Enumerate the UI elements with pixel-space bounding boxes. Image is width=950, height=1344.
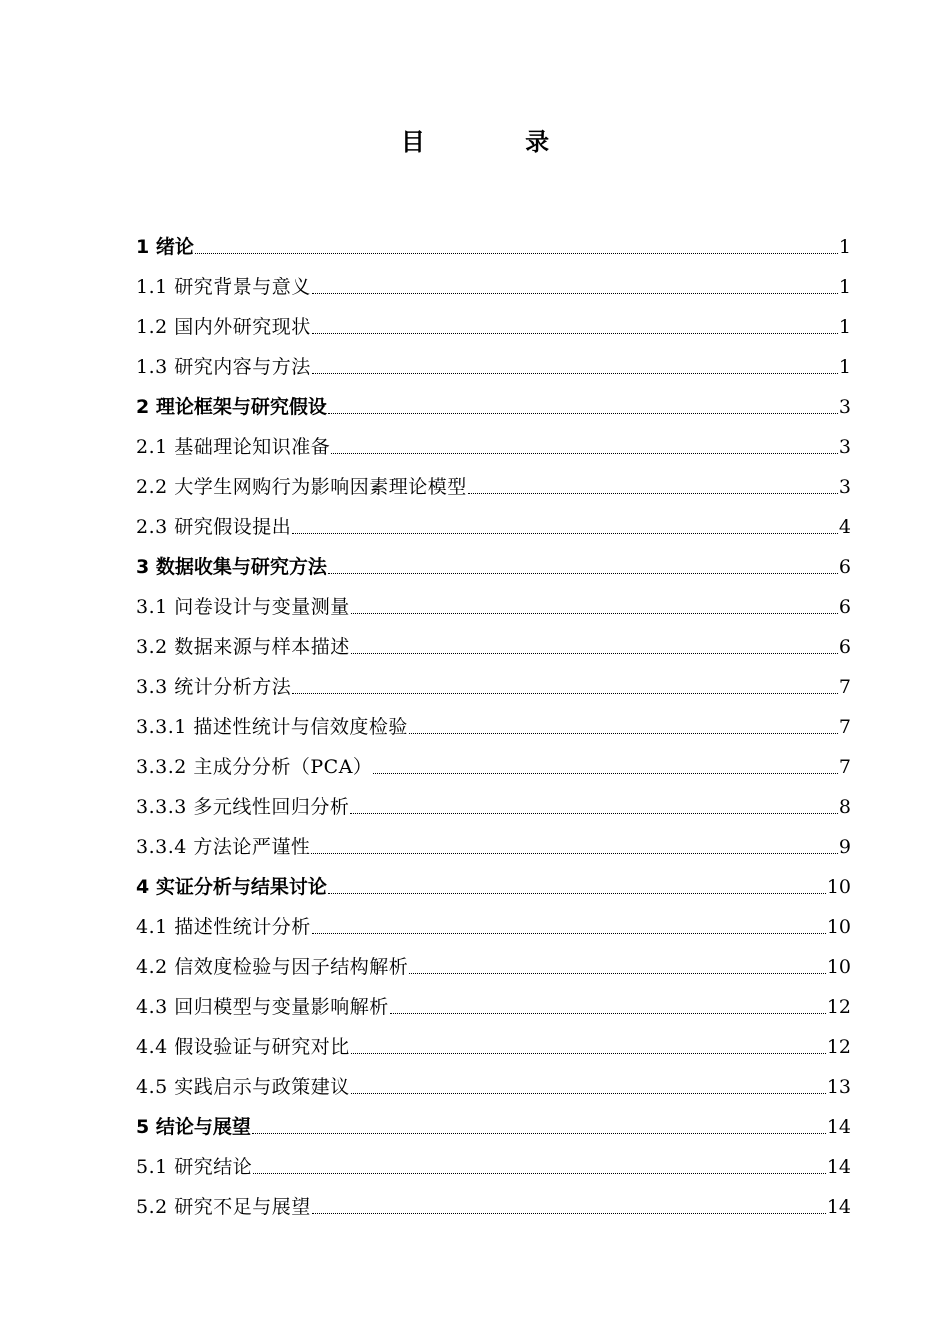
toc-page-number: 10 [826,956,851,978]
toc-entry[interactable] [136,658,851,698]
toc-page-number: 1 [838,276,851,298]
toc-page-number: 3 [838,476,851,498]
toc-entry-title: 4 实证分析与结果讨论 [136,876,327,898]
toc-entry[interactable] [136,1098,851,1138]
toc-dot-leader [373,772,837,774]
toc-entry-title: 3.3 统计分析方法 [136,676,292,698]
toc-dot-leader [312,292,838,294]
toc-entry[interactable] [136,738,851,778]
toc-page-number: 7 [838,676,851,698]
toc-page-number: 14 [826,1116,851,1138]
toc-entry[interactable] [136,1058,851,1098]
toc-entry-title: 3.3.4 方法论严谨性 [136,836,311,858]
toc-entry[interactable] [136,698,851,738]
toc-entry-title: 4.2 信效度检验与因子结构解析 [136,956,409,978]
toc-dot-leader [252,1132,826,1134]
toc-entry[interactable] [136,418,851,458]
toc-dot-leader [312,1212,826,1214]
toc-dot-leader [328,572,838,574]
toc-page-number: 6 [838,556,851,578]
toc-entry[interactable] [136,258,851,298]
toc-entry-title: 1.1 研究背景与意义 [136,276,311,298]
toc-entry-title: 3.3.2 主成分分析（PCA） [136,756,373,778]
toc-dot-leader [468,492,838,494]
toc-entry[interactable] [136,298,851,338]
toc-dot-leader [328,412,838,414]
toc-page-number: 12 [826,996,851,1018]
toc-entry[interactable] [136,938,851,978]
toc-dot-leader [311,852,838,854]
toc-entry[interactable] [136,898,851,938]
toc-page-number: 1 [838,356,851,378]
toc-entry[interactable] [136,818,851,858]
toc-dot-leader [351,1092,826,1094]
toc-page-number: 9 [838,836,851,858]
toc-page-number: 14 [826,1156,851,1178]
toc-entry[interactable] [136,538,851,578]
toc-page-number: 12 [826,1036,851,1058]
toc-page-number: 10 [826,916,851,938]
toc-entry-title: 1.2 国内外研究现状 [136,316,311,338]
toc-dot-leader [351,1052,826,1054]
toc-page-number: 4 [838,516,851,538]
toc-page-number: 13 [826,1076,851,1098]
toc-dot-leader [292,532,838,534]
toc-entry-title: 4.1 描述性统计分析 [136,916,311,938]
toc-dot-leader [292,692,838,694]
table-of-contents [136,218,851,1218]
toc-entry[interactable] [136,338,851,378]
toc-page-number: 3 [838,396,851,418]
toc-entry[interactable] [136,458,851,498]
toc-entry[interactable] [136,1178,851,1218]
toc-entry-title: 2.3 研究假设提出 [136,516,292,538]
toc-page-number: 14 [826,1196,851,1218]
toc-entry[interactable] [136,378,851,418]
toc-page-number: 8 [838,796,851,818]
toc-entry-title: 1.3 研究内容与方法 [136,356,311,378]
toc-dot-leader [312,372,838,374]
toc-entry[interactable] [136,778,851,818]
toc-entry[interactable] [136,578,851,618]
toc-dot-leader [328,892,826,894]
toc-entry-title: 5 结论与展望 [136,1116,251,1138]
toc-page-number: 1 [838,236,851,258]
toc-page-number: 6 [838,636,851,658]
toc-entry-title: 4.5 实践启示与政策建议 [136,1076,350,1098]
toc-entry-title: 3.3.1 描述性统计与信效度检验 [136,716,408,738]
toc-page-number: 6 [838,596,851,618]
toc-dot-leader [312,932,826,934]
toc-entry[interactable] [136,618,851,658]
toc-dot-leader [351,612,838,614]
toc-entry-title: 3.2 数据来源与样本描述 [136,636,350,658]
toc-entry-title: 2 理论框架与研究假设 [136,396,327,418]
toc-dot-leader [409,732,838,734]
toc-entry-title: 2.2 大学生网购行为影响因素理论模型 [136,476,467,498]
toc-dot-leader [253,1172,826,1174]
toc-page-number: 7 [838,756,851,778]
toc-entry-title: 3 数据收集与研究方法 [136,556,327,578]
toc-entry[interactable] [136,1018,851,1058]
toc-entry-title: 5.2 研究不足与展望 [136,1196,311,1218]
toc-dot-leader [331,452,838,454]
toc-entry-title: 3.3.3 多元线性回归分析 [136,796,350,818]
toc-dot-leader [409,972,826,974]
toc-entry-title: 4.4 假设验证与研究对比 [136,1036,350,1058]
toc-dot-leader [195,252,838,254]
toc-dot-leader [350,812,838,814]
toc-entry-title: 4.3 回归模型与变量影响解析 [136,996,389,1018]
toc-entry[interactable] [136,858,851,898]
toc-entry[interactable] [136,1138,851,1178]
toc-entry-title: 3.1 问卷设计与变量测量 [136,596,350,618]
toc-entry-title: 1 绪论 [136,236,194,258]
toc-page-number: 1 [838,316,851,338]
toc-entry[interactable] [136,978,851,1018]
toc-dot-leader [390,1012,826,1014]
toc-dot-leader [312,332,838,334]
toc-page-number: 7 [838,716,851,738]
toc-dot-leader [351,652,838,654]
toc-page-number: 3 [838,436,851,458]
toc-entry-title: 2.1 基础理论知识准备 [136,436,331,458]
toc-title: 目 录 [400,128,596,156]
toc-entry[interactable] [136,498,851,538]
toc-page-number: 10 [826,876,851,898]
toc-entry[interactable] [136,218,851,258]
toc-entry-title: 5.1 研究结论 [136,1156,253,1178]
